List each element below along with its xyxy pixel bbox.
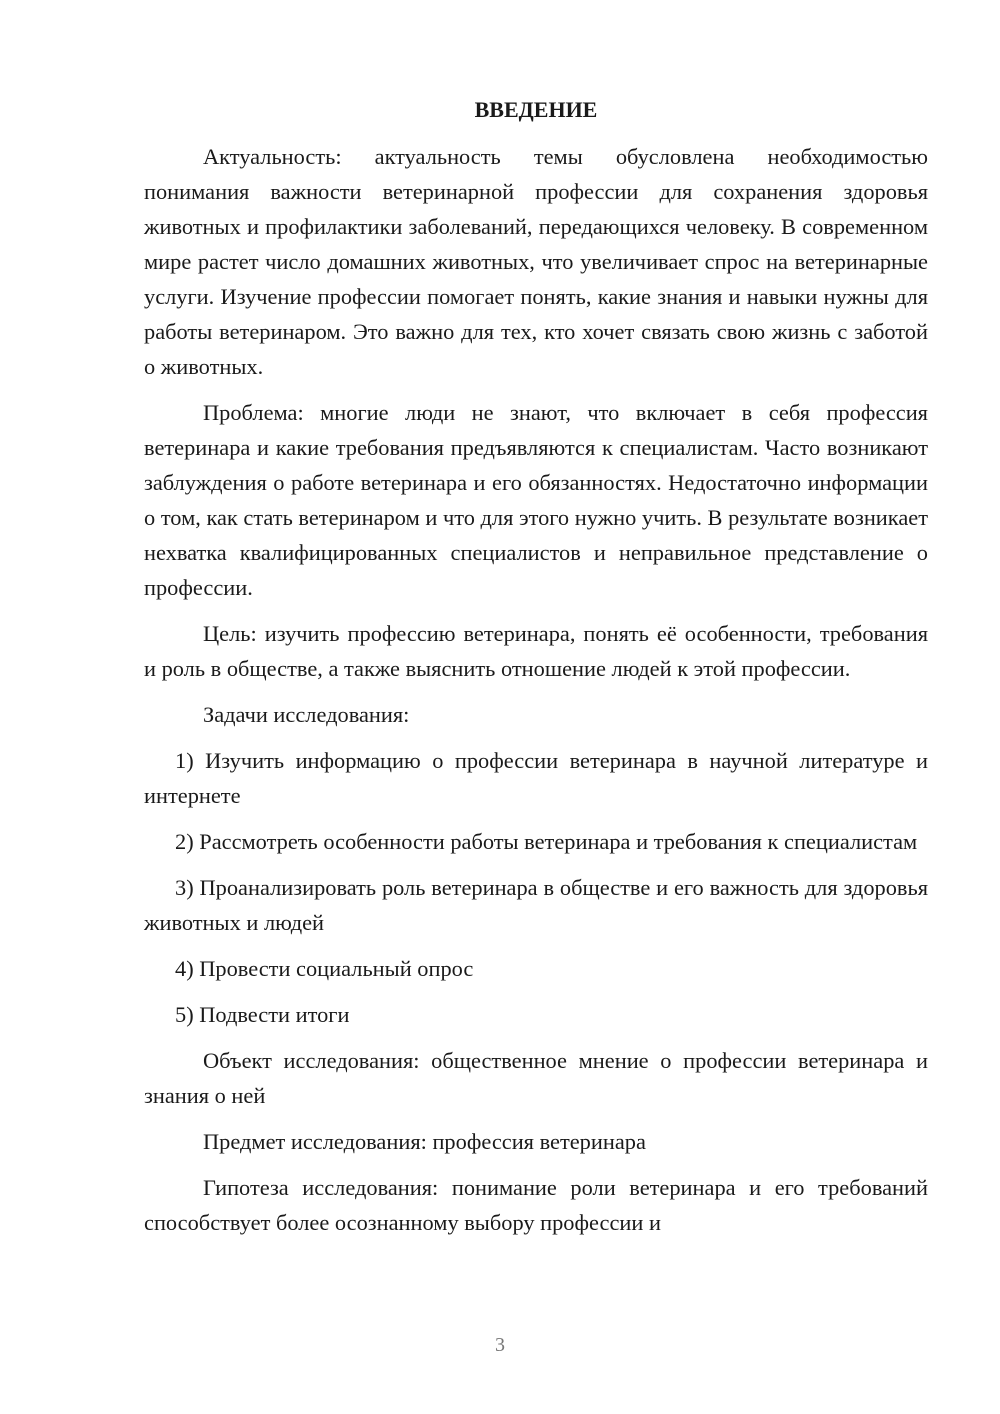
problem-paragraph: Проблема: многие люди не знают, что включает в себя профессия ветеринара и какие требования предъявляются к специалистам. Часто возникают заблуждения о работе ветеринара и его обязанностях. Недостаточно информации о том, как стать ветеринаром и что для этого нужно учить. В результате возникает нехватка квалифицированных специалистов и неправильное представление о профессии.	[144, 400, 928, 600]
task-item: 1) Изучить информацию о профессии ветеринара в научной литературе и интернете	[144, 748, 928, 808]
research-subject-paragraph: Предмет исследования: профессия ветеринара	[203, 1129, 646, 1154]
relevance-paragraph: Актуальность: актуальность темы обусловлена необходимостью понимания важности ветеринарной профессии для сохранения здоровья животных и профилактики заболеваний, передающихся человеку. В современном мире растет число домашних животных, что увеличивает спрос на ветеринарные услуги. Изучение профессии помогает понять, какие знания и навыки нужны для работы ветеринаром. Это важно для тех, кто хочет связать свою жизнь с заботой о животных.	[144, 144, 928, 379]
research-object-paragraph: Объект исследования: общественное мнение о профессии ветеринара и знания о ней	[144, 1048, 928, 1108]
goal-paragraph: Цель: изучить профессию ветеринара, понять её особенности, требования и роль в обществе, а также выяснить отношение людей к этой профессии.	[144, 621, 928, 681]
task-item: 4) Провести социальный опрос	[175, 956, 474, 981]
page-number: 3	[495, 1334, 505, 1356]
task-item: 3) Проанализировать роль ветеринара в обществе и его важность для здоровья животных и людей	[144, 875, 928, 935]
tasks-heading: Задачи исследования:	[203, 702, 410, 727]
page-content	[144, 92, 928, 1240]
task-item: 5) Подвести итоги	[175, 1002, 350, 1027]
section-title: ВВЕДЕНИЕ	[474, 97, 598, 122]
task-item: 2) Рассмотреть особенности работы ветеринара и требования к специалистам	[175, 829, 918, 854]
hypothesis-paragraph: Гипотеза исследования: понимание роли ветеринара и его требований способствует более осознанному выбору профессии и	[144, 1175, 928, 1235]
